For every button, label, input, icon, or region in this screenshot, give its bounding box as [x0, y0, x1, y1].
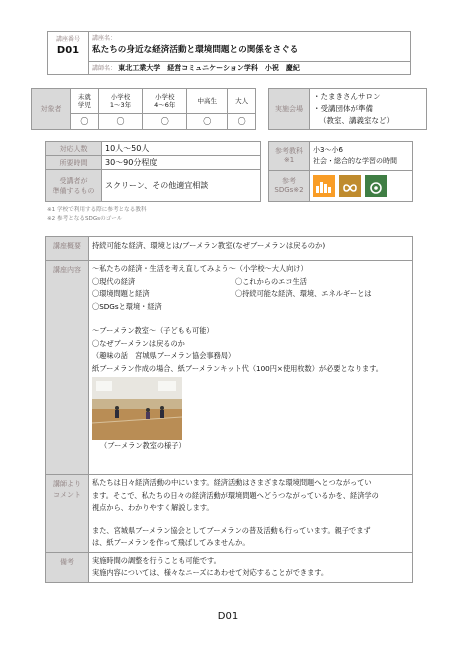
equipment-value: スクリーン、その他適宜相談 [102, 170, 261, 202]
remarks-label: 備考 [46, 552, 89, 582]
audience-label: 対象者 [32, 89, 71, 130]
venue-label: 実施会場 [269, 89, 310, 130]
audience-col-secondary: 中高生 [187, 89, 228, 114]
boomerang-question: 〇なぜブーメランは戻るのか [92, 338, 185, 348]
boomerang-cost: 紙ブーメラン作成の場合、紙ブーメランキット代（100円×使用枚数）が必要となります。 [92, 363, 383, 373]
details-table [45, 141, 261, 202]
remarks-line: 実施内容については、様々なニーズにあわせて対応することができます。 [92, 568, 329, 578]
speaker-cell [89, 61, 411, 74]
equipment-label [46, 170, 102, 202]
content-item: 〇持続可能な経済、環境、エネルギーとは [235, 289, 372, 299]
sdgs-cell [310, 171, 413, 202]
count-value: 10人～50人 [102, 142, 261, 156]
speaker-label: 講師名： [92, 64, 117, 72]
content-items [92, 276, 409, 314]
lecture-number-label: 講座番号 [55, 36, 80, 43]
venue-cell [310, 89, 427, 130]
speaker-name: 東北工業大学 経営コミュニケーション学科 小祝 慶紀 [118, 63, 300, 72]
audience-col-preschool [71, 89, 99, 114]
audience-mark: 〇 [143, 113, 187, 129]
venue-table [268, 88, 427, 130]
main-table [45, 236, 413, 583]
subject-value: 小3～小6 [313, 146, 343, 154]
audience-col-elem-lower [98, 89, 142, 114]
comment-line: ます。そこで、私たちの日々の経済活動が環境問題へどうつながっているかを、経済学の [92, 490, 379, 500]
sdg-11-icon [313, 175, 335, 197]
sdgs-label [269, 171, 310, 202]
content-item: 〇現代の経済 [92, 276, 136, 286]
boomerang-title: ～ブーメラン教室～（子どもも可能） [92, 326, 214, 336]
sdgs-label-line1: 参考 [282, 177, 296, 185]
time-value: 30～90分程度 [102, 156, 261, 170]
comment-line: また、宮城県ブーメラン協会としてブーメランの普及活動も行っています。親子でまず [92, 525, 371, 535]
audience-col-preschool-line1: 未就 [77, 92, 91, 101]
comment-label-line2: コメント [53, 491, 81, 500]
subject-label-line2: ※1 [283, 156, 295, 164]
audience-col-elem-upper-line2: 4～6年 [154, 100, 176, 109]
content-label: 講座内容 [46, 261, 89, 475]
subject-value: 社会・総合的な学習の時間 [313, 157, 397, 165]
time-label: 所要時間 [46, 156, 102, 170]
audience-col-elem-lower-line2: 1～3年 [109, 100, 132, 109]
lecture-title: 私たちの身近な経済活動と環境問題との関係をさぐる [92, 45, 299, 55]
subject-sdgs-table [268, 141, 413, 202]
audience-col-elem-upper [143, 89, 187, 114]
audience-col-adult: 大人 [228, 89, 256, 114]
equipment-label-line1: 受講者が [59, 176, 88, 185]
comment-cell [89, 475, 413, 553]
sdg-12-icon [339, 175, 361, 197]
audience-mark: 〇 [98, 113, 142, 129]
header-table [47, 31, 411, 75]
subject-cell [310, 142, 413, 171]
footnotes [47, 206, 147, 224]
comment-label [46, 475, 89, 553]
sdgs-label-line2: SDGs※2 [274, 186, 304, 194]
audience-col-preschool-line2: 学児 [77, 100, 91, 109]
comment-line: 視点から、わかりやすく解説します。 [92, 503, 214, 513]
overview-label: 講座概要 [46, 237, 89, 261]
equipment-label-line2: 準備するもの [52, 186, 95, 195]
lecture-name-label: 講座名： [92, 35, 117, 42]
sdg-13-icon [365, 175, 387, 197]
comment-line: 私たちは日々経済活動の中にいます。経済活動はさまざまな環境問題へとつながってい [92, 478, 372, 488]
lecture-number-cell [48, 32, 89, 75]
venue-line: （教室、講義室など） [319, 116, 394, 125]
audience-mark: 〇 [187, 113, 228, 129]
content-cell [89, 261, 413, 475]
sdgs-icons [313, 175, 412, 197]
footnote: ※2 参考となるSDGsのゴール [47, 216, 123, 222]
content-item: 〇SDGsと環境・経済 [92, 301, 162, 311]
venue-line: ・受講団体が準備 [313, 104, 373, 113]
comment-line: は、紙ブーメランを作って飛ばしてみませんか。 [92, 538, 250, 548]
overview-text: 持続可能な経済、環境とは/ブーメラン教室(なぜブーメランは戻るのか) [89, 237, 413, 261]
footnote: ※1 学校で利用する際に参考となる教科 [47, 207, 147, 213]
content-item: 〇これからのエコ生活 [235, 276, 307, 286]
photo-caption: （ブーメラン教室の様子） [100, 441, 186, 451]
lecture-title-cell [89, 32, 411, 62]
lecture-number: D01 [56, 45, 80, 56]
content-intro: ～私たちの経済・生活を考え直してみよう～（小学校～大人向け） [92, 264, 308, 274]
venue-line: ・たまきさんサロン [313, 92, 381, 101]
remarks-line: 実施時間の調整を行うことも可能です。 [92, 555, 221, 565]
subject-label [269, 142, 310, 171]
audience-col-elem-lower-line1: 小学校 [110, 92, 131, 101]
audience-col-elem-upper-line1: 小学校 [155, 92, 175, 101]
comment-label-line1: 講師より [53, 480, 81, 489]
boomerang-class-photo [92, 377, 182, 440]
content-item: 〇環境問題と経済 [92, 289, 150, 299]
remarks-cell [89, 552, 413, 582]
subject-label-line1: 参考教科 [275, 147, 303, 155]
boomerang-org: （趣味の話 宮城県ブーメラン協会事務局） [92, 351, 236, 361]
count-label: 対応人数 [46, 142, 102, 156]
page-footer: D01 [217, 611, 239, 622]
audience-table [31, 88, 256, 130]
audience-mark: 〇 [228, 113, 256, 129]
audience-mark: 〇 [71, 113, 99, 129]
